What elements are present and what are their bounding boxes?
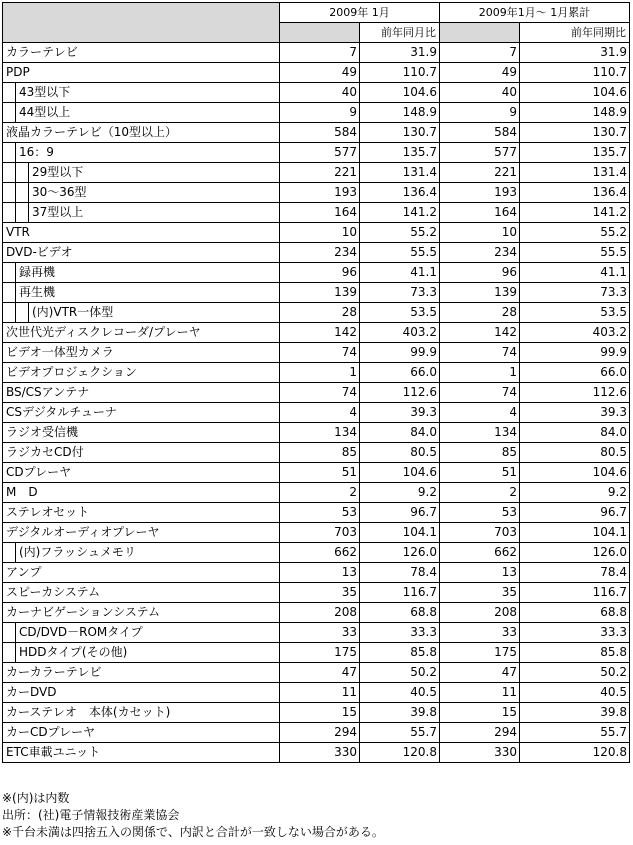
value-cell: 53 — [280, 503, 360, 523]
value-cell: 584 — [440, 123, 520, 143]
ratio-cell: 116.7 — [360, 583, 440, 603]
row-label: 再生機 — [19, 285, 56, 299]
indent-marker — [3, 183, 16, 202]
row-label: 44型以上 — [19, 105, 71, 119]
ratio-cell: 78.4 — [520, 563, 630, 583]
table-row — [3, 743, 630, 763]
row-label-cell — [3, 83, 280, 103]
table-row — [3, 283, 630, 303]
table-row — [3, 643, 630, 663]
table-row — [3, 543, 630, 563]
value-cell: 85 — [440, 443, 520, 463]
header-period-2: 2009年1月～ 1月累計 — [440, 3, 630, 23]
value-cell: 175 — [440, 643, 520, 663]
row-label-cell — [3, 683, 280, 703]
row-label-cell — [3, 483, 280, 503]
table-row — [3, 403, 630, 423]
ratio-cell: 73.3 — [520, 283, 630, 303]
ratio-cell: 31.9 — [360, 43, 440, 63]
row-label: 43型以下 — [19, 85, 71, 99]
row-label: ビデオ一体型カメラ — [6, 345, 114, 359]
table-row — [3, 563, 630, 583]
row-label-cell — [3, 363, 280, 383]
row-label: 37型以上 — [32, 205, 84, 219]
row-label-cell — [3, 663, 280, 683]
ratio-cell: 33.3 — [520, 623, 630, 643]
row-label: スピーカシステム — [6, 585, 101, 599]
value-cell: 134 — [440, 423, 520, 443]
ratio-cell: 135.7 — [360, 143, 440, 163]
ratio-cell: 50.2 — [520, 663, 630, 683]
value-cell: 96 — [440, 263, 520, 283]
value-cell: 28 — [280, 303, 360, 323]
table-row — [3, 463, 630, 483]
ratio-cell: 112.6 — [360, 383, 440, 403]
ratio-cell: 40.5 — [360, 683, 440, 703]
row-label-cell — [3, 623, 280, 643]
ratio-cell: 403.2 — [360, 323, 440, 343]
row-label: ビデオプロジェクション — [6, 365, 137, 379]
indent-marker — [3, 303, 16, 322]
ratio-cell: 110.7 — [360, 63, 440, 83]
value-cell: 139 — [440, 283, 520, 303]
value-cell: 40 — [440, 83, 520, 103]
value-cell: 51 — [280, 463, 360, 483]
row-label-cell — [3, 63, 280, 83]
ratio-cell: 148.9 — [520, 103, 630, 123]
row-label-cell — [3, 723, 280, 743]
ratio-cell: 68.8 — [360, 603, 440, 623]
table-row — [3, 443, 630, 463]
value-cell: 49 — [440, 63, 520, 83]
value-cell: 584 — [280, 123, 360, 143]
value-cell: 294 — [280, 723, 360, 743]
ratio-cell: 33.3 — [360, 623, 440, 643]
ratio-cell: 66.0 — [360, 363, 440, 383]
ratio-cell: 66.0 — [520, 363, 630, 383]
value-cell: 142 — [440, 323, 520, 343]
row-label-cell — [3, 183, 280, 203]
ratio-cell: 55.7 — [360, 723, 440, 743]
ratio-cell: 41.1 — [360, 263, 440, 283]
ratio-cell: 104.6 — [360, 83, 440, 103]
ratio-cell: 104.1 — [520, 523, 630, 543]
table-row — [3, 683, 630, 703]
row-label-cell — [3, 403, 280, 423]
indent-marker — [16, 163, 29, 182]
row-label: カーカラーテレビ — [6, 665, 102, 679]
ratio-cell: 53.5 — [520, 303, 630, 323]
value-cell: 164 — [440, 203, 520, 223]
table-row — [3, 583, 630, 603]
indent-marker — [3, 643, 16, 662]
row-label-cell — [3, 383, 280, 403]
value-cell: 10 — [280, 223, 360, 243]
ratio-cell: 141.2 — [360, 203, 440, 223]
row-label-cell — [3, 463, 280, 483]
ratio-cell: 85.8 — [360, 643, 440, 663]
value-cell: 49 — [280, 63, 360, 83]
ratio-cell: 131.4 — [520, 163, 630, 183]
indent-marker — [16, 203, 29, 222]
row-label-cell — [3, 203, 280, 223]
row-label: 30～36型 — [32, 185, 87, 199]
table-row — [3, 503, 630, 523]
ratio-cell: 68.8 — [520, 603, 630, 623]
indent-marker — [3, 143, 16, 162]
value-cell: 15 — [280, 703, 360, 723]
value-cell: 1 — [280, 363, 360, 383]
row-label-cell — [3, 223, 280, 243]
value-cell: 139 — [280, 283, 360, 303]
value-cell: 47 — [440, 663, 520, 683]
row-label-cell — [3, 243, 280, 263]
note-rounding: ※千台未満は四捨五入の関係で、内訳と合計が一致しない場合がある。 — [2, 825, 384, 839]
value-cell: 7 — [440, 43, 520, 63]
value-cell: 33 — [280, 623, 360, 643]
table-row — [3, 123, 630, 143]
value-cell: 208 — [440, 603, 520, 623]
row-label: CDプレーヤ — [6, 465, 72, 479]
indent-marker — [3, 83, 16, 102]
table-row — [3, 623, 630, 643]
value-cell: 294 — [440, 723, 520, 743]
value-cell: 662 — [280, 543, 360, 563]
ratio-cell: 39.3 — [520, 403, 630, 423]
ratio-cell: 116.7 — [520, 583, 630, 603]
value-cell: 9 — [280, 103, 360, 123]
row-label: HDDタイプ(その他) — [19, 645, 128, 659]
row-label-cell — [3, 523, 280, 543]
ratio-cell: 80.5 — [520, 443, 630, 463]
value-cell: 2 — [280, 483, 360, 503]
header-label-cell — [3, 3, 280, 43]
ratio-cell: 104.1 — [360, 523, 440, 543]
ratio-cell: 40.5 — [520, 683, 630, 703]
indent-marker — [3, 623, 16, 642]
row-label-cell — [3, 743, 280, 763]
value-cell: 11 — [280, 683, 360, 703]
ratio-cell: 120.8 — [360, 743, 440, 763]
table-row — [3, 183, 630, 203]
value-cell: 10 — [440, 223, 520, 243]
row-label: カーステレオ 本体(カセット) — [6, 705, 171, 719]
ratio-cell: 126.0 — [360, 543, 440, 563]
value-cell: 4 — [280, 403, 360, 423]
ratio-cell: 39.8 — [360, 703, 440, 723]
value-cell: 74 — [280, 383, 360, 403]
value-cell: 74 — [440, 343, 520, 363]
indent-marker — [3, 283, 16, 302]
ratio-cell: 39.8 — [520, 703, 630, 723]
row-label: CD/DVD－ROMタイプ — [19, 625, 143, 639]
table-row — [3, 103, 630, 123]
value-cell: 193 — [280, 183, 360, 203]
value-cell: 15 — [440, 703, 520, 723]
indent-marker — [3, 543, 16, 562]
row-label: CSデジタルチューナ — [6, 405, 117, 419]
row-label-cell — [3, 163, 280, 183]
row-label-cell — [3, 503, 280, 523]
value-cell: 175 — [280, 643, 360, 663]
footnotes — [2, 790, 384, 841]
value-cell: 221 — [280, 163, 360, 183]
table-row — [3, 523, 630, 543]
table-row — [3, 423, 630, 443]
table-row — [3, 223, 630, 243]
header-yoy-1: 前年同月比 — [360, 23, 440, 43]
note-inner-count: ※(内)は内数 — [2, 791, 70, 805]
value-cell: 35 — [440, 583, 520, 603]
table-row — [3, 263, 630, 283]
ratio-cell: 104.6 — [520, 83, 630, 103]
value-cell: 40 — [280, 83, 360, 103]
row-label-cell — [3, 343, 280, 363]
header-row-1 — [3, 3, 630, 23]
value-cell: 134 — [280, 423, 360, 443]
ratio-cell: 110.7 — [520, 63, 630, 83]
row-label: DVD-ビデオ — [6, 245, 73, 259]
ratio-cell: 99.9 — [520, 343, 630, 363]
value-cell: 703 — [440, 523, 520, 543]
value-cell: 577 — [280, 143, 360, 163]
value-cell: 33 — [440, 623, 520, 643]
table-row — [3, 723, 630, 743]
ratio-cell: 135.7 — [520, 143, 630, 163]
header-blank-1 — [280, 23, 360, 43]
row-label: 16：9 — [19, 145, 54, 159]
ratio-cell: 130.7 — [360, 123, 440, 143]
value-cell: 208 — [280, 603, 360, 623]
value-cell: 193 — [440, 183, 520, 203]
value-cell: 9 — [440, 103, 520, 123]
row-label: カーCDプレーヤ — [6, 725, 96, 739]
table-row — [3, 83, 630, 103]
value-cell: 142 — [280, 323, 360, 343]
value-cell: 11 — [440, 683, 520, 703]
row-label: ラジカセCD付 — [6, 445, 84, 459]
value-cell: 28 — [440, 303, 520, 323]
ratio-cell: 84.0 — [360, 423, 440, 443]
table-row — [3, 243, 630, 263]
table-row — [3, 363, 630, 383]
value-cell: 74 — [280, 343, 360, 363]
row-label: カーナビゲーションシステム — [6, 605, 161, 619]
table-row — [3, 343, 630, 363]
row-label: 録再機 — [19, 265, 56, 279]
value-cell: 51 — [440, 463, 520, 483]
row-label-cell — [3, 543, 280, 563]
row-label-cell — [3, 283, 280, 303]
table-row — [3, 323, 630, 343]
ratio-cell: 39.3 — [360, 403, 440, 423]
ratio-cell: 141.2 — [520, 203, 630, 223]
table-row — [3, 163, 630, 183]
indent-marker — [16, 183, 29, 202]
ratio-cell: 130.7 — [520, 123, 630, 143]
row-label-cell — [3, 443, 280, 463]
table-row — [3, 143, 630, 163]
ratio-cell: 112.6 — [520, 383, 630, 403]
row-label: 液晶カラーテレビ（10型以上） — [6, 125, 178, 139]
value-cell: 13 — [280, 563, 360, 583]
row-label-cell — [3, 43, 280, 63]
row-label-cell — [3, 123, 280, 143]
ratio-cell: 84.0 — [520, 423, 630, 443]
value-cell: 2 — [440, 483, 520, 503]
ratio-cell: 85.8 — [520, 643, 630, 663]
ratio-cell: 78.4 — [360, 563, 440, 583]
row-label: 29型以下 — [32, 165, 84, 179]
ratio-cell: 120.8 — [520, 743, 630, 763]
indent-marker — [16, 303, 29, 322]
ratio-cell: 55.2 — [360, 223, 440, 243]
table-row — [3, 603, 630, 623]
row-label-cell — [3, 603, 280, 623]
row-label-cell — [3, 703, 280, 723]
ratio-cell: 55.5 — [360, 243, 440, 263]
row-label: ETC車載ユニット — [6, 745, 101, 759]
value-cell: 234 — [280, 243, 360, 263]
row-label-cell — [3, 423, 280, 443]
ratio-cell: 104.6 — [360, 463, 440, 483]
value-cell: 74 — [440, 383, 520, 403]
value-cell: 1 — [440, 363, 520, 383]
value-cell: 703 — [280, 523, 360, 543]
indent-marker — [3, 203, 16, 222]
value-cell: 4 — [440, 403, 520, 423]
ratio-cell: 53.5 — [360, 303, 440, 323]
ratio-cell: 9.2 — [360, 483, 440, 503]
row-label: ステレオセット — [6, 505, 90, 519]
value-cell: 47 — [280, 663, 360, 683]
indent-marker — [3, 103, 16, 122]
value-cell: 577 — [440, 143, 520, 163]
row-label: PDP — [6, 65, 30, 79]
ratio-cell: 126.0 — [520, 543, 630, 563]
row-label: BS/CSアンテナ — [6, 385, 90, 399]
row-label: ラジオ受信機 — [6, 425, 79, 439]
ratio-cell: 31.9 — [520, 43, 630, 63]
ratio-cell: 55.7 — [520, 723, 630, 743]
row-label: カラーテレビ — [6, 45, 78, 59]
ratio-cell: 50.2 — [360, 663, 440, 683]
ratio-cell: 96.7 — [520, 503, 630, 523]
row-label-cell — [3, 143, 280, 163]
row-label-cell — [3, 583, 280, 603]
ratio-cell: 104.6 — [520, 463, 630, 483]
table-row — [3, 383, 630, 403]
row-label: 次世代光ディスクレコーダ/プレーヤ — [6, 325, 201, 339]
row-label-cell — [3, 563, 280, 583]
value-cell: 164 — [280, 203, 360, 223]
row-label: アンプ — [6, 565, 42, 579]
table-row — [3, 303, 630, 323]
row-label-cell — [3, 263, 280, 283]
value-cell: 96 — [280, 263, 360, 283]
ratio-cell: 99.9 — [360, 343, 440, 363]
table-row — [3, 483, 630, 503]
header-period-1: 2009年 1月 — [280, 3, 440, 23]
table-row — [3, 63, 630, 83]
value-cell: 330 — [280, 743, 360, 763]
ratio-cell: 131.4 — [360, 163, 440, 183]
indent-marker — [3, 263, 16, 282]
ratio-cell: 80.5 — [360, 443, 440, 463]
table-row — [3, 663, 630, 683]
row-label: M D — [6, 485, 38, 499]
ratio-cell: 73.3 — [360, 283, 440, 303]
table-row — [3, 43, 630, 63]
row-label: カーDVD — [6, 685, 57, 699]
indent-marker — [3, 163, 16, 182]
value-cell: 330 — [440, 743, 520, 763]
row-label: デジタルオーディオプレーヤ — [6, 525, 160, 539]
header-blank-2 — [440, 23, 520, 43]
value-cell: 53 — [440, 503, 520, 523]
ratio-cell: 55.5 — [520, 243, 630, 263]
row-label-cell — [3, 103, 280, 123]
ratio-cell: 55.2 — [520, 223, 630, 243]
ratio-cell: 403.2 — [520, 323, 630, 343]
row-label: VTR — [6, 225, 30, 239]
value-cell: 662 — [440, 543, 520, 563]
ratio-cell: 148.9 — [360, 103, 440, 123]
value-cell: 13 — [440, 563, 520, 583]
row-label-cell — [3, 643, 280, 663]
row-label-cell — [3, 303, 280, 323]
value-cell: 35 — [280, 583, 360, 603]
header-yoy-2: 前年同期比 — [520, 23, 630, 43]
ratio-cell: 136.4 — [520, 183, 630, 203]
value-cell: 234 — [440, 243, 520, 263]
row-label: (内)VTR一体型 — [32, 305, 114, 319]
ratio-cell: 41.1 — [520, 263, 630, 283]
table-row — [3, 203, 630, 223]
ratio-cell: 96.7 — [360, 503, 440, 523]
ratio-cell: 136.4 — [360, 183, 440, 203]
value-cell: 7 — [280, 43, 360, 63]
row-label-cell — [3, 323, 280, 343]
value-cell: 221 — [440, 163, 520, 183]
note-source: 出所：(社)電子情報技術産業協会 — [2, 808, 180, 822]
value-cell: 85 — [280, 443, 360, 463]
table-row — [3, 703, 630, 723]
shipment-table — [2, 2, 630, 763]
row-label: (内)フラッシュメモリ — [19, 545, 136, 559]
ratio-cell: 9.2 — [520, 483, 630, 503]
